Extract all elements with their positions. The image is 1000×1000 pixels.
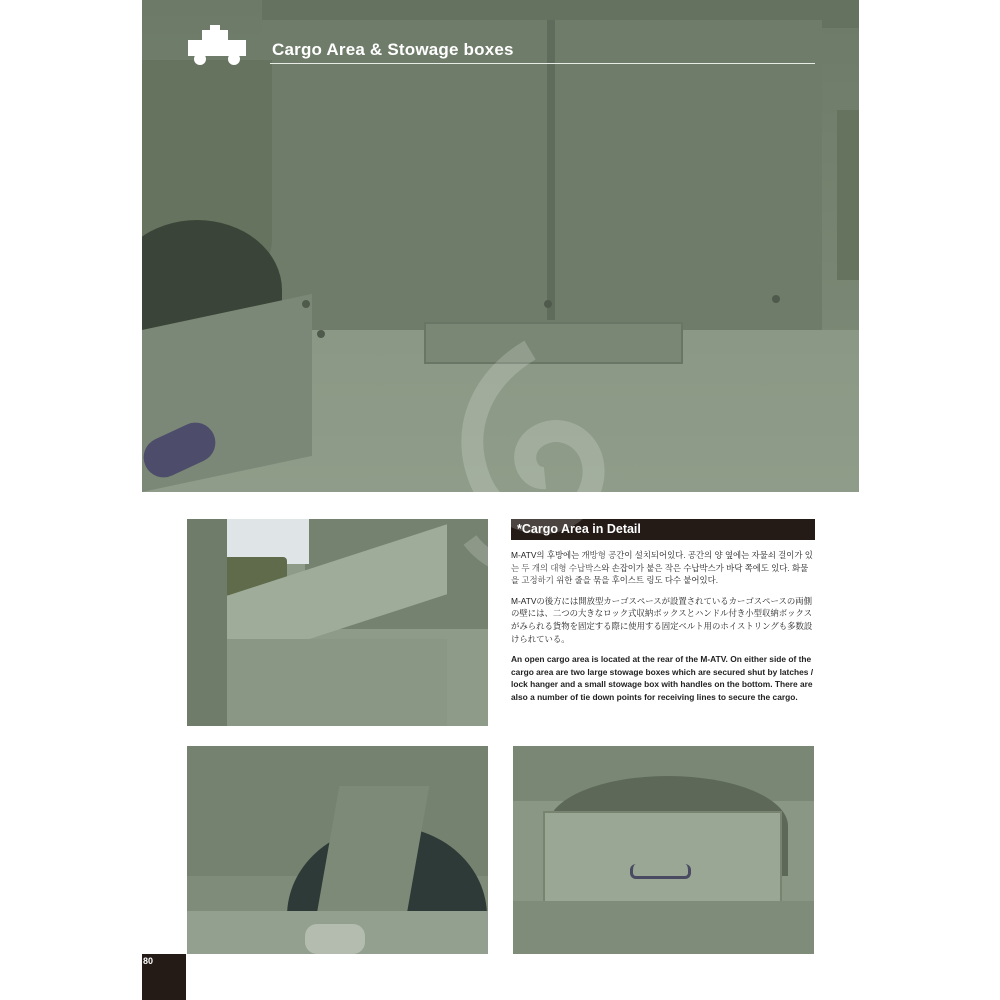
header-rule xyxy=(270,63,815,64)
bolt xyxy=(302,300,310,308)
vehicle-silhouette-icon xyxy=(182,22,252,66)
main-photo-cargo-area xyxy=(142,0,859,492)
photo-ground xyxy=(513,901,814,954)
back-wall xyxy=(262,20,822,330)
center-plate xyxy=(424,322,683,364)
section-title: *Cargo Area in Detail xyxy=(511,519,815,540)
photo-wheel-arch xyxy=(187,746,488,954)
bolt xyxy=(772,295,780,303)
photo-post xyxy=(187,519,227,726)
detail-text-block xyxy=(511,519,815,704)
photo-handle xyxy=(630,864,691,879)
page-number: 80 xyxy=(143,956,154,966)
bolt xyxy=(544,300,552,308)
wall-seam xyxy=(547,20,555,320)
photo-small-stowage-box xyxy=(513,746,814,954)
photo-cargo-side-rail xyxy=(187,519,488,726)
paragraph-japanese: M-ATVの後方には開放型カーゴスペースが設置されているカーゴスペースの両側の壁には、二つの大きなロック式収納ボックスとハンドル付き小型収納ボックスがみられる貨物を固定する際に使用する固定ベルト用のホイストリングも多数設けられている。 xyxy=(511,595,813,644)
page-title: Cargo Area & Stowage boxes xyxy=(272,40,514,59)
bolt xyxy=(317,330,325,338)
paragraph-korean: M-ATV의 후방에는 개방형 공간이 설치되어있다. 공간의 양 옆에는 자물쇠 걸이가 있는 두 개의 대형 수납박스와 손잡이가 붙은 작은 수납박스가 바닥 쪽에도 있다. 화물을 고정하기 위한 줄을 묶을 후이스트 링도 다수 붙어있다. xyxy=(511,550,813,586)
paragraph-english: An open cargo area is located at the rear of the M-ATV. On either side of the cargo area are two large stowage boxes which are secured shut by latches / lock hanger and a small stowage box with handles on the bottom. There are also a number of tie down points for receiving lines to secure the cargo. xyxy=(511,654,814,702)
photo-box-lid xyxy=(543,811,782,905)
right-stowage-box xyxy=(837,110,859,280)
photo-stowage-box xyxy=(227,639,447,726)
photo-fitting xyxy=(305,924,365,954)
